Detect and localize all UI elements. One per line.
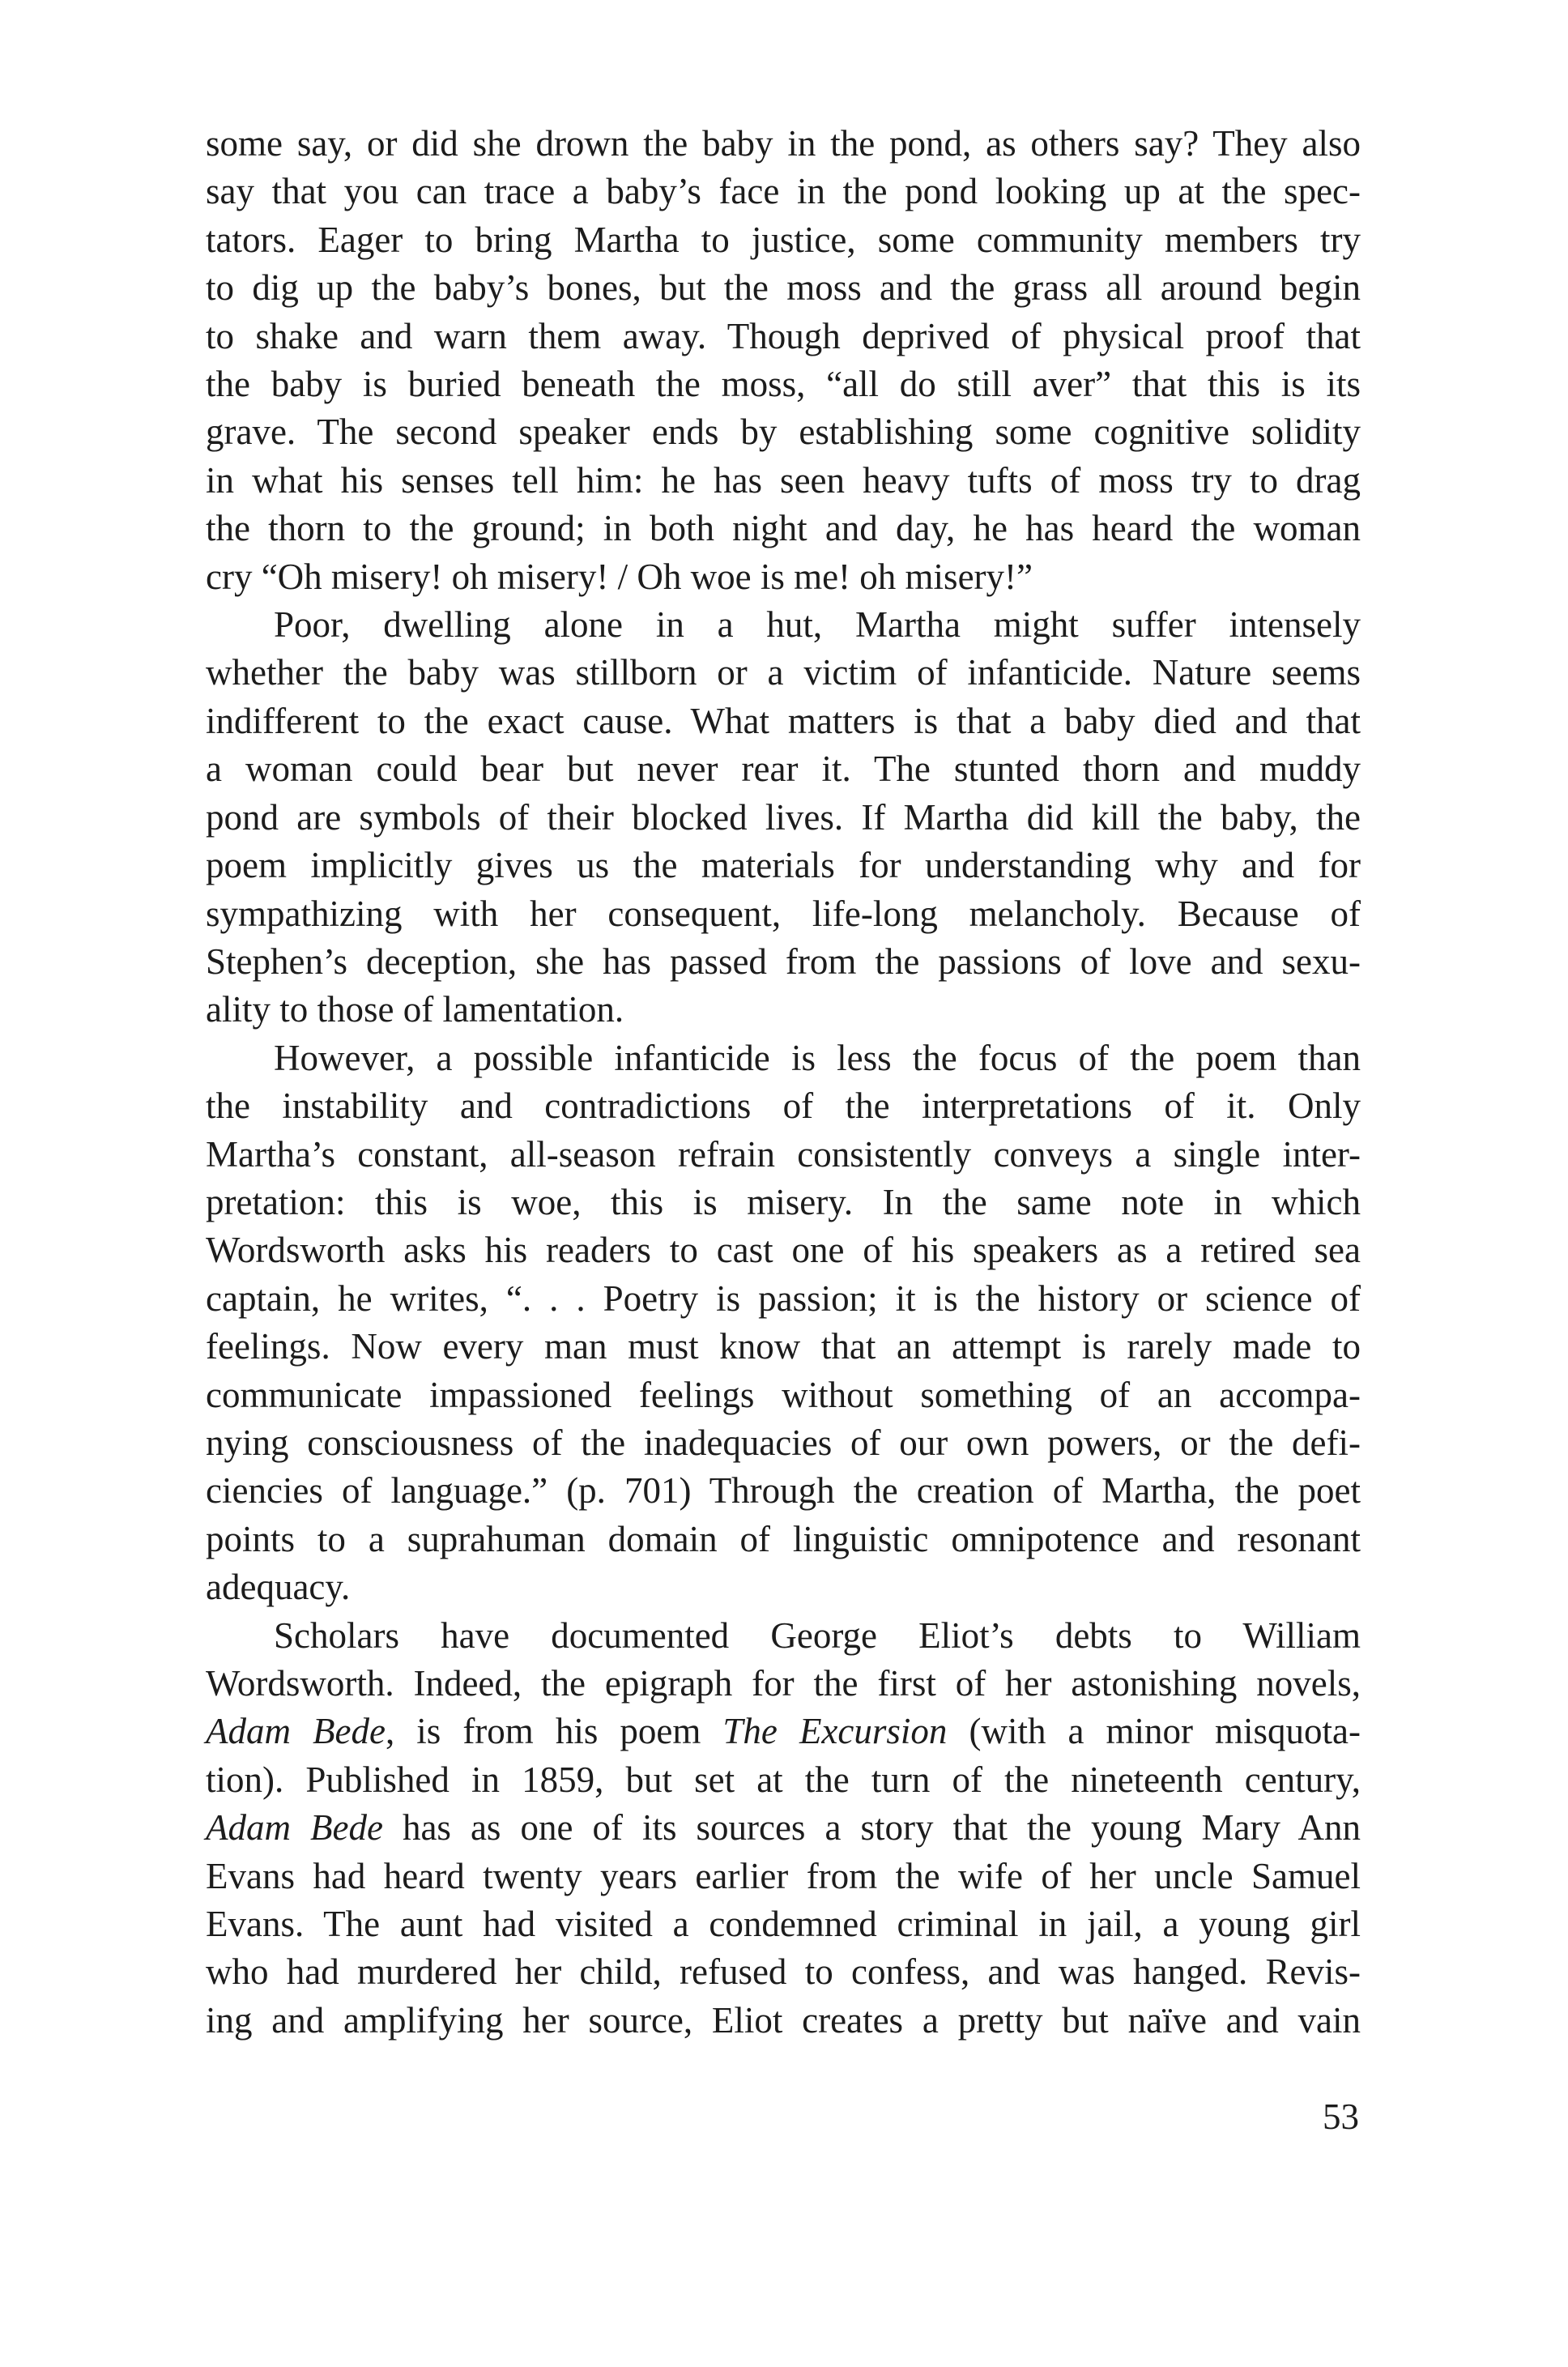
text-line: pretation: this is woe, this is misery. In the same note in which [206, 1181, 1361, 1222]
text-line: pond are symbols of their blocked lives. If Martha did kill the baby, the [206, 796, 1361, 838]
text-line: tators. Eager to bring Martha to justice, some community members try [206, 219, 1361, 260]
text-line: adequacy. [206, 1567, 351, 1608]
text-line: a woman could bear but never rear it. The stunted thorn and muddy [206, 748, 1361, 790]
text-line: to shake and warn them away. Though deprived of physical proof that [206, 315, 1361, 356]
text-line: Stephen’s deception, she has passed from the passions of love and sexu- [206, 940, 1361, 982]
text-line: Wordsworth. Indeed, the epigraph for the first of her astonishing novels, [206, 1663, 1361, 1704]
text-line: the thorn to the ground; in both night and day, he has heard the woman [206, 508, 1361, 549]
text-line: Evans. The aunt had visited a condemned criminal in jail, a young girl [206, 1904, 1361, 1945]
book-title: Adam Bede [206, 1807, 383, 1849]
text-line: grave. The second speaker ends by establishing some cognitive solidity [206, 412, 1361, 453]
text-line: captain, he writes, “. . . Poetry is passion; it is the history or science of [206, 1277, 1361, 1319]
text-fragment: has as one of its sources a story that the young Mary Ann [382, 1807, 1361, 1849]
poem-title: The Excursion [722, 1711, 948, 1752]
text-line: whether the baby was stillborn or a victim of infanticide. Nature seems [206, 652, 1361, 693]
page-body [206, 120, 1361, 2045]
text-line [206, 1708, 1361, 1755]
text-line: cry “Oh misery! oh misery! / Oh woe is me! oh misery!” [206, 556, 1033, 597]
text-line: say that you can trace a baby’s face in the pond looking up at the spec- [206, 171, 1361, 212]
text-line: However, a possible infanticide is less the focus of the poem than [274, 1037, 1361, 1078]
paragraph-4 [206, 1612, 1361, 2045]
paragraph-1 [206, 120, 1361, 601]
text-line: ciencies of language.” (p. 701) Through the creation of Martha, the poet [206, 1470, 1361, 1512]
text-line: to dig up the baby’s bones, but the moss and the grass all around begin [206, 267, 1361, 309]
text-line: ing and amplifying her source, Eliot creates a pretty but naïve and vain [206, 1999, 1361, 2041]
text-line: communicate impassioned feelings without something of an accompa- [206, 1374, 1361, 1415]
text-line: sympathizing with her consequent, life-long melancholy. Because of [206, 893, 1361, 934]
text-line: Wordsworth asks his readers to cast one of his speakers as a retired sea [206, 1230, 1361, 1271]
text-line: indifferent to the exact cause. What matters is that a baby died and that [206, 700, 1361, 741]
text-line: nying consciousness of the inadequacies of our own powers, or the defi- [206, 1422, 1361, 1463]
text-fragment: (with a minor misquota- [947, 1711, 1361, 1752]
text-line: some say, or did she drown the baby in the pond, as others say? They also [206, 123, 1361, 164]
text-line: ality to those of lamentation. [206, 989, 624, 1030]
text-line: Poor, dwelling alone in a hut, Martha might suffer intensely [274, 604, 1361, 646]
text-line: tion). Published in 1859, but set at the turn of the nineteenth century, [206, 1759, 1361, 1800]
text-line: Martha’s constant, all-season refrain consistently conveys a single inter- [206, 1133, 1361, 1175]
text-fragment: , is from his poem [385, 1711, 723, 1752]
text-line: points to a suprahuman domain of linguistic omnipotence and resonant [206, 1518, 1361, 1559]
text-line: the instability and contradictions of the interpretations of it. Only [206, 1085, 1361, 1127]
text-line: the baby is buried beneath the moss, “all do still aver” that this is its [206, 364, 1361, 405]
page-number: 53 [1323, 2096, 1359, 2137]
text-line: who had murdered her child, refused to confess, and was hanged. Revis- [206, 1951, 1361, 1993]
text-line: Scholars have documented George Eliot’s debts to William [274, 1614, 1361, 1656]
paragraph-3 [206, 1034, 1361, 1612]
text-line: in what his senses tell him: he has seen heavy tufts of moss try to drag [206, 459, 1361, 501]
text-line: Evans had heard twenty years earlier from the wife of her uncle Samuel [206, 1855, 1361, 1896]
text-line: feelings. Now every man must know that an attempt is rarely made to [206, 1326, 1361, 1367]
paragraph-2 [206, 601, 1361, 1034]
book-title: Adam Bede [206, 1711, 386, 1752]
text-line [206, 1804, 1361, 1852]
text-line: poem implicitly gives us the materials for understanding why and for [206, 845, 1361, 886]
